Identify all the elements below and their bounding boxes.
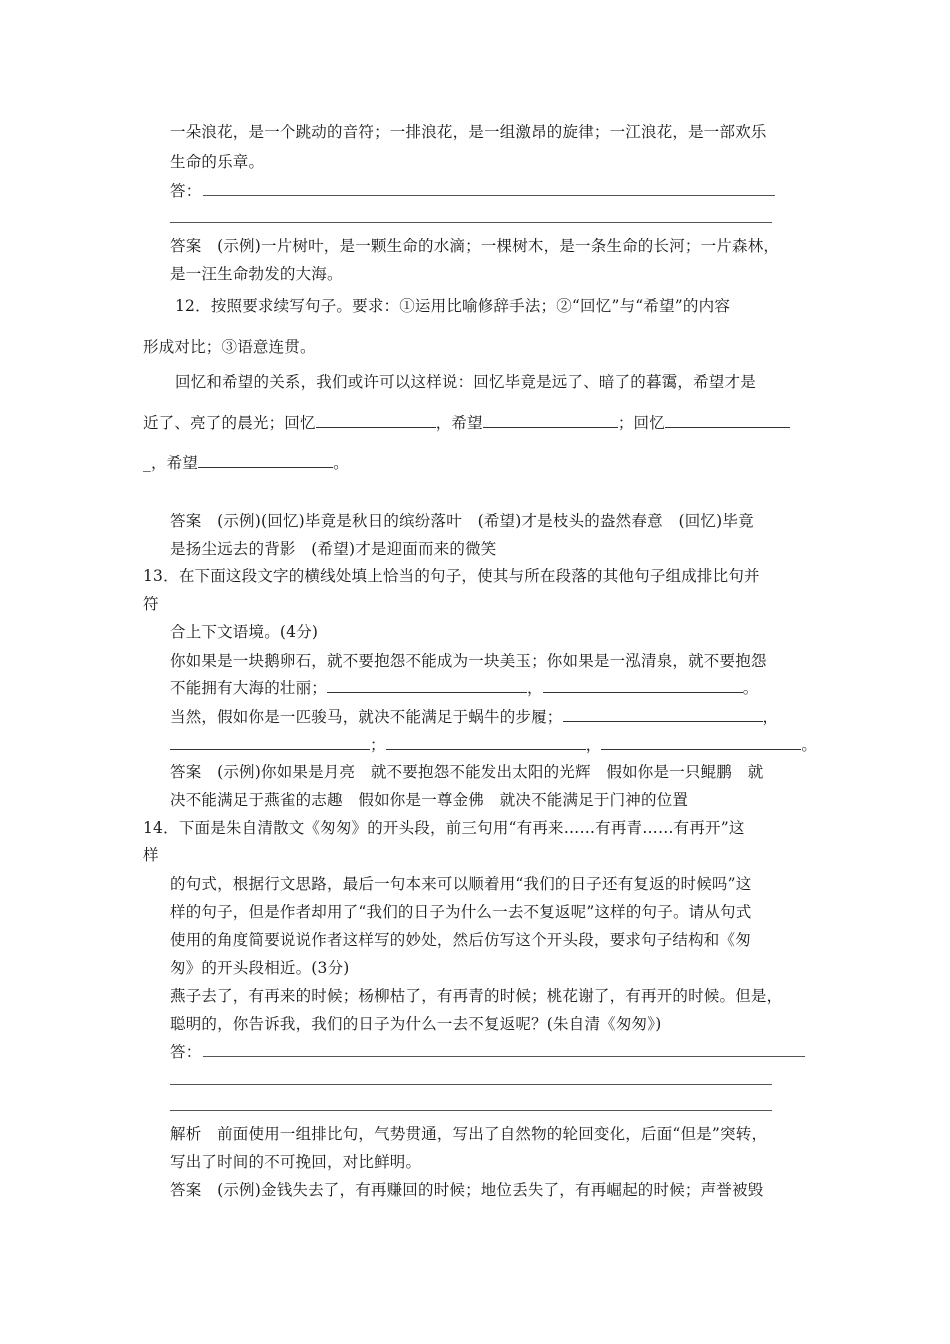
text-segment: 。 [801,736,818,754]
text-segment: ， [585,736,602,754]
question-14-stem: 使用的角度简要说说作者这样写的妙处，然后仿写这个开头段，要求句子结构和《匆 [170,931,751,949]
sample-answer-line: 是一汪生命勃发的大海。 [170,265,343,283]
fill-blank[interactable] [483,413,618,428]
fill-blank[interactable] [316,413,436,428]
sample-answer-line: 答案 (示例)一片树叶，是一颗生命的水滴；一棵树木，是一条生命的长河；一片森林， [170,237,780,255]
answer-blank-line[interactable] [170,1084,772,1085]
text-segment: 不能拥有大海的壮丽； [170,679,328,697]
question-14-stem: 14．下面是朱自清散文《匆匆》的开头段，前三句用“有再来……有再青……有再开”这 [143,819,745,837]
question-12-stem: 形成对比；③语意连贯。 [143,338,316,356]
fill-blank[interactable] [386,735,586,750]
question-12-stem: 12．按照要求续写句子。要求：①运用比喻修辞手法；②“回忆”与“希望”的内容 [175,297,731,315]
sample-answer-line: 答案 (示例)(回忆)毕竟是秋日的缤纷落叶 (希望)才是枝头的盎然春意 (回忆)毕竟 [170,512,754,530]
answer-blank-line[interactable] [203,1056,805,1057]
question-13-stem: 13．在下面这段文字的横线处填上恰当的句子，使其与所在段落的其他句子组成排比句并 [143,567,760,585]
fill-blank[interactable] [327,678,527,693]
question-14-passage: 燕子去了，有再来的时候；杨柳枯了，有再青的时候；桃花谢了，有再开的时候。但是， [170,987,783,1005]
passage-line: 一朵浪花，是一个跳动的音符；一排浪花，是一组激昂的旋律；一江浪花，是一部欢乐 [170,123,767,141]
fill-blank[interactable] [543,678,743,693]
text-segment: ， [762,708,779,726]
answer-blank-line[interactable] [170,1110,772,1111]
fill-blank[interactable] [601,735,801,750]
text-segment: 。 [742,679,759,697]
passage-line: 生命的乐章。 [170,153,265,171]
text-segment: ；回忆 [617,414,665,432]
question-13-fill-line [170,707,778,727]
question-13-fill-line [170,678,758,698]
sample-answer-line: 答案 (示例)金钱失去了，有再赚回的时候；地位丢失了，有再崛起的时候；声誉被毁 [170,1181,764,1199]
fill-blank[interactable] [563,707,763,722]
question-12-fill-line [143,413,790,433]
text-segment: 。 [333,454,349,472]
text-segment: ； [370,736,386,754]
text-segment: 近了、亮了的晨光；回忆 [143,414,316,432]
text-segment: _，希望 [143,454,199,472]
text-segment: 当然，假如你是一匹骏马，就决不能满足于蜗牛的步履； [170,708,563,726]
analysis-line: 写出了时间的不可挽回，对比鲜明。 [170,1153,422,1171]
question-13-stem: 符 [143,595,159,613]
answer-blank-line[interactable] [203,195,775,196]
question-12-passage: 回忆和希望的关系，我们或许可以这样说：回忆毕竟是远了、暗了的暮霭，希望才是 [175,373,756,391]
question-13-passage: 你如果是一块鹅卵石，就不要抱怨不能成为一块美玉；你如果是一泓清泉，就不要抱怨 [170,652,767,670]
question-14-stem: 的句式，根据行文思路，最后一句本来可以顺着用“我们的日子还有复返的时候吗”这 [170,875,752,893]
question-14-stem: 样的句子，但是作者却用了“我们的日子为什么一去不复返呢”这样的句子。请从句式 [170,903,752,921]
text-segment: ，希望 [435,414,483,432]
question-14-stem: 匆》的开头段相近。(3分) [170,959,350,977]
question-14-passage: 聪明的，你告诉我，我们的日子为什么一去不复返呢？(朱自清《匆匆》) [170,1015,662,1033]
fill-blank[interactable] [170,735,370,750]
sample-answer-line: 答案 (示例)你如果是月亮 就不要抱怨不能发出太阳的光辉 假如你是一只鲲鹏 就 [170,763,764,781]
answer-blank-line[interactable] [170,222,772,223]
fill-blank[interactable] [665,413,790,428]
question-12-fill-line [143,453,349,473]
analysis-line: 解析 前面使用一组排比句，气势贯通，写出了自然物的轮回变化，后面“但是”突转， [170,1125,768,1143]
question-13-fill-line [170,735,817,755]
sample-answer-line: 是扬尘远去的背影 (希望)才是迎面而来的微笑 [170,540,497,558]
sample-answer-line: 决不能满足于燕雀的志趣 假如你是一尊金佛 就决不能满足于门神的位置 [170,791,689,809]
answer-label: 答： [170,182,202,200]
answer-label: 答： [170,1043,202,1061]
question-14-stem: 样 [143,846,159,864]
fill-blank[interactable] [198,453,333,468]
text-segment: ， [527,679,543,697]
question-13-stem: 合上下文语境。(4分) [170,623,319,641]
